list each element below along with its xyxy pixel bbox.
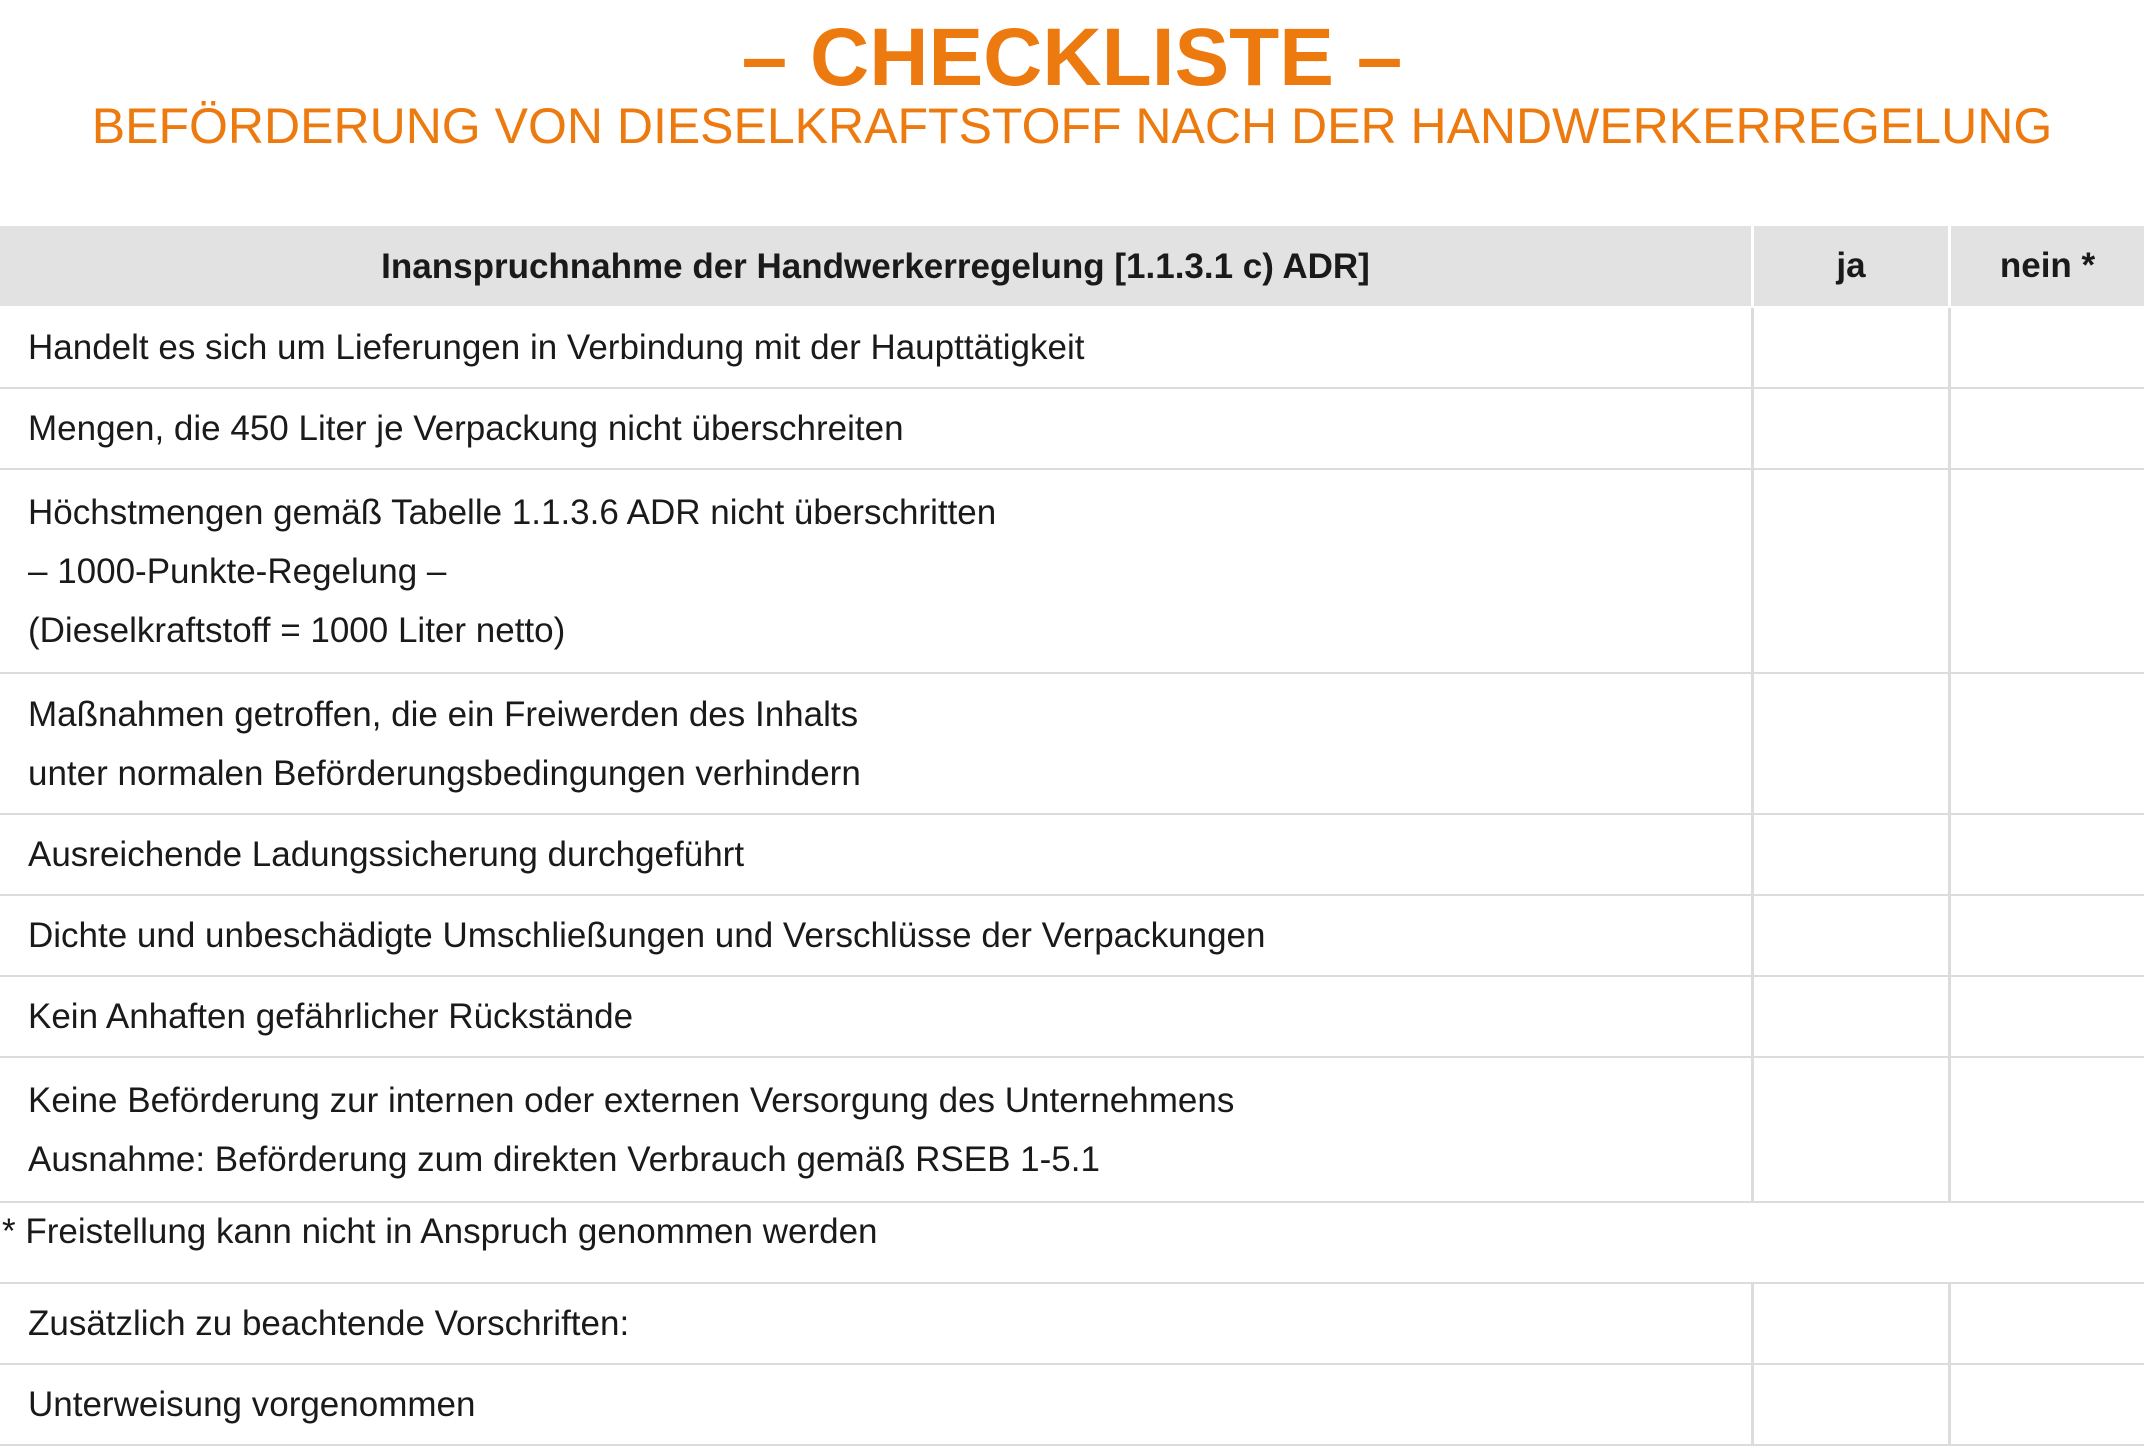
no-checkbox-cell[interactable] <box>1948 389 2144 468</box>
column-header-question: Inanspruchnahme der Handwerkerregelung [1.1.3.1 c) ADR] <box>381 246 1370 286</box>
table-row <box>0 815 2144 896</box>
no-checkbox-cell[interactable] <box>1948 1058 2144 1201</box>
question-cell <box>0 1365 1751 1444</box>
table-row <box>0 674 2144 815</box>
yes-checkbox-cell[interactable] <box>1751 815 1948 894</box>
question-cell <box>0 674 1751 813</box>
question-text: unter normalen Beförderungsbedingungen verhindern <box>28 753 861 793</box>
yes-checkbox-cell[interactable] <box>1751 389 1948 468</box>
table-row <box>0 977 2144 1058</box>
no-checkbox-cell[interactable] <box>1948 1365 2144 1444</box>
question-text: Ausnahme: Beförderung zum direkten Verbrauch gemäß RSEB 1-5.1 <box>28 1139 1100 1179</box>
yes-checkbox-cell[interactable] <box>1751 1365 1948 1444</box>
no-checkbox-cell[interactable] <box>1948 977 2144 1056</box>
page-subtitle: BEFÖRDERUNG VON DIESELKRAFTSTOFF NACH DER HANDWERKERREGELUNG <box>91 98 2053 154</box>
table-row <box>0 1058 2144 1203</box>
question-cell <box>0 308 1751 387</box>
question-cell <box>0 1284 1751 1363</box>
no-checkbox-cell[interactable] <box>1948 470 2144 672</box>
table-row <box>0 1365 2144 1446</box>
question-text: (Dieselkraftstoff = 1000 Liter netto) <box>28 610 566 650</box>
question-text: Maßnahmen getroffen, die ein Freiwerden des Inhalts <box>28 694 859 734</box>
question-cell <box>0 896 1751 975</box>
question-text: Handelt es sich um Lieferungen in Verbindung mit der Haupttätigkeit <box>28 328 1085 367</box>
column-header-yes: ja <box>1751 226 1948 306</box>
table-header-row <box>0 226 2144 308</box>
table-row <box>0 896 2144 977</box>
table-row <box>0 389 2144 470</box>
column-header-no: nein * <box>1948 226 2144 306</box>
footnote: * Freistellung kann nicht in Anspruch genommen werden <box>0 1203 2144 1284</box>
yes-checkbox-cell[interactable] <box>1751 1284 1948 1363</box>
table-row <box>0 470 2144 674</box>
no-checkbox-cell[interactable] <box>1948 896 2144 975</box>
no-checkbox-cell[interactable] <box>1948 674 2144 813</box>
question-text: Mengen, die 450 Liter je Verpackung nicht überschreiten <box>28 409 904 448</box>
yes-checkbox-cell[interactable] <box>1751 1058 1948 1201</box>
question-text: Unterweisung vorgenommen <box>28 1385 476 1424</box>
no-checkbox-cell[interactable] <box>1948 815 2144 894</box>
yes-checkbox-cell[interactable] <box>1751 470 1948 672</box>
question-text: – 1000-Punkte-Regelung – <box>28 551 447 591</box>
question-text: Zusätzlich zu beachtende Vorschriften: <box>28 1304 630 1343</box>
question-text: Kein Anhaften gefährlicher Rückstände <box>28 997 634 1036</box>
question-cell <box>0 815 1751 894</box>
question-text: Höchstmengen gemäß Tabelle 1.1.3.6 ADR nicht überschritten <box>28 492 997 532</box>
checklist-table <box>0 226 2144 1446</box>
yes-checkbox-cell[interactable] <box>1751 977 1948 1056</box>
question-cell <box>0 977 1751 1056</box>
no-checkbox-cell[interactable] <box>1948 1284 2144 1363</box>
question-text: Dichte und unbeschädigte Umschließungen und Verschlüsse der Verpackungen <box>28 916 1266 955</box>
question-cell <box>0 1058 1751 1201</box>
question-text: Keine Beförderung zur internen oder externen Versorgung des Unternehmens <box>28 1080 1235 1120</box>
question-cell <box>0 389 1751 468</box>
yes-checkbox-cell[interactable] <box>1751 308 1948 387</box>
yes-checkbox-cell[interactable] <box>1751 896 1948 975</box>
no-checkbox-cell[interactable] <box>1948 308 2144 387</box>
table-row <box>0 308 2144 389</box>
page-title: – CHECKLISTE – <box>741 12 1403 103</box>
table-row <box>0 1284 2144 1365</box>
question-cell <box>0 470 1751 672</box>
yes-checkbox-cell[interactable] <box>1751 674 1948 813</box>
question-text: Ausreichende Ladungssicherung durchgeführt <box>28 835 745 874</box>
